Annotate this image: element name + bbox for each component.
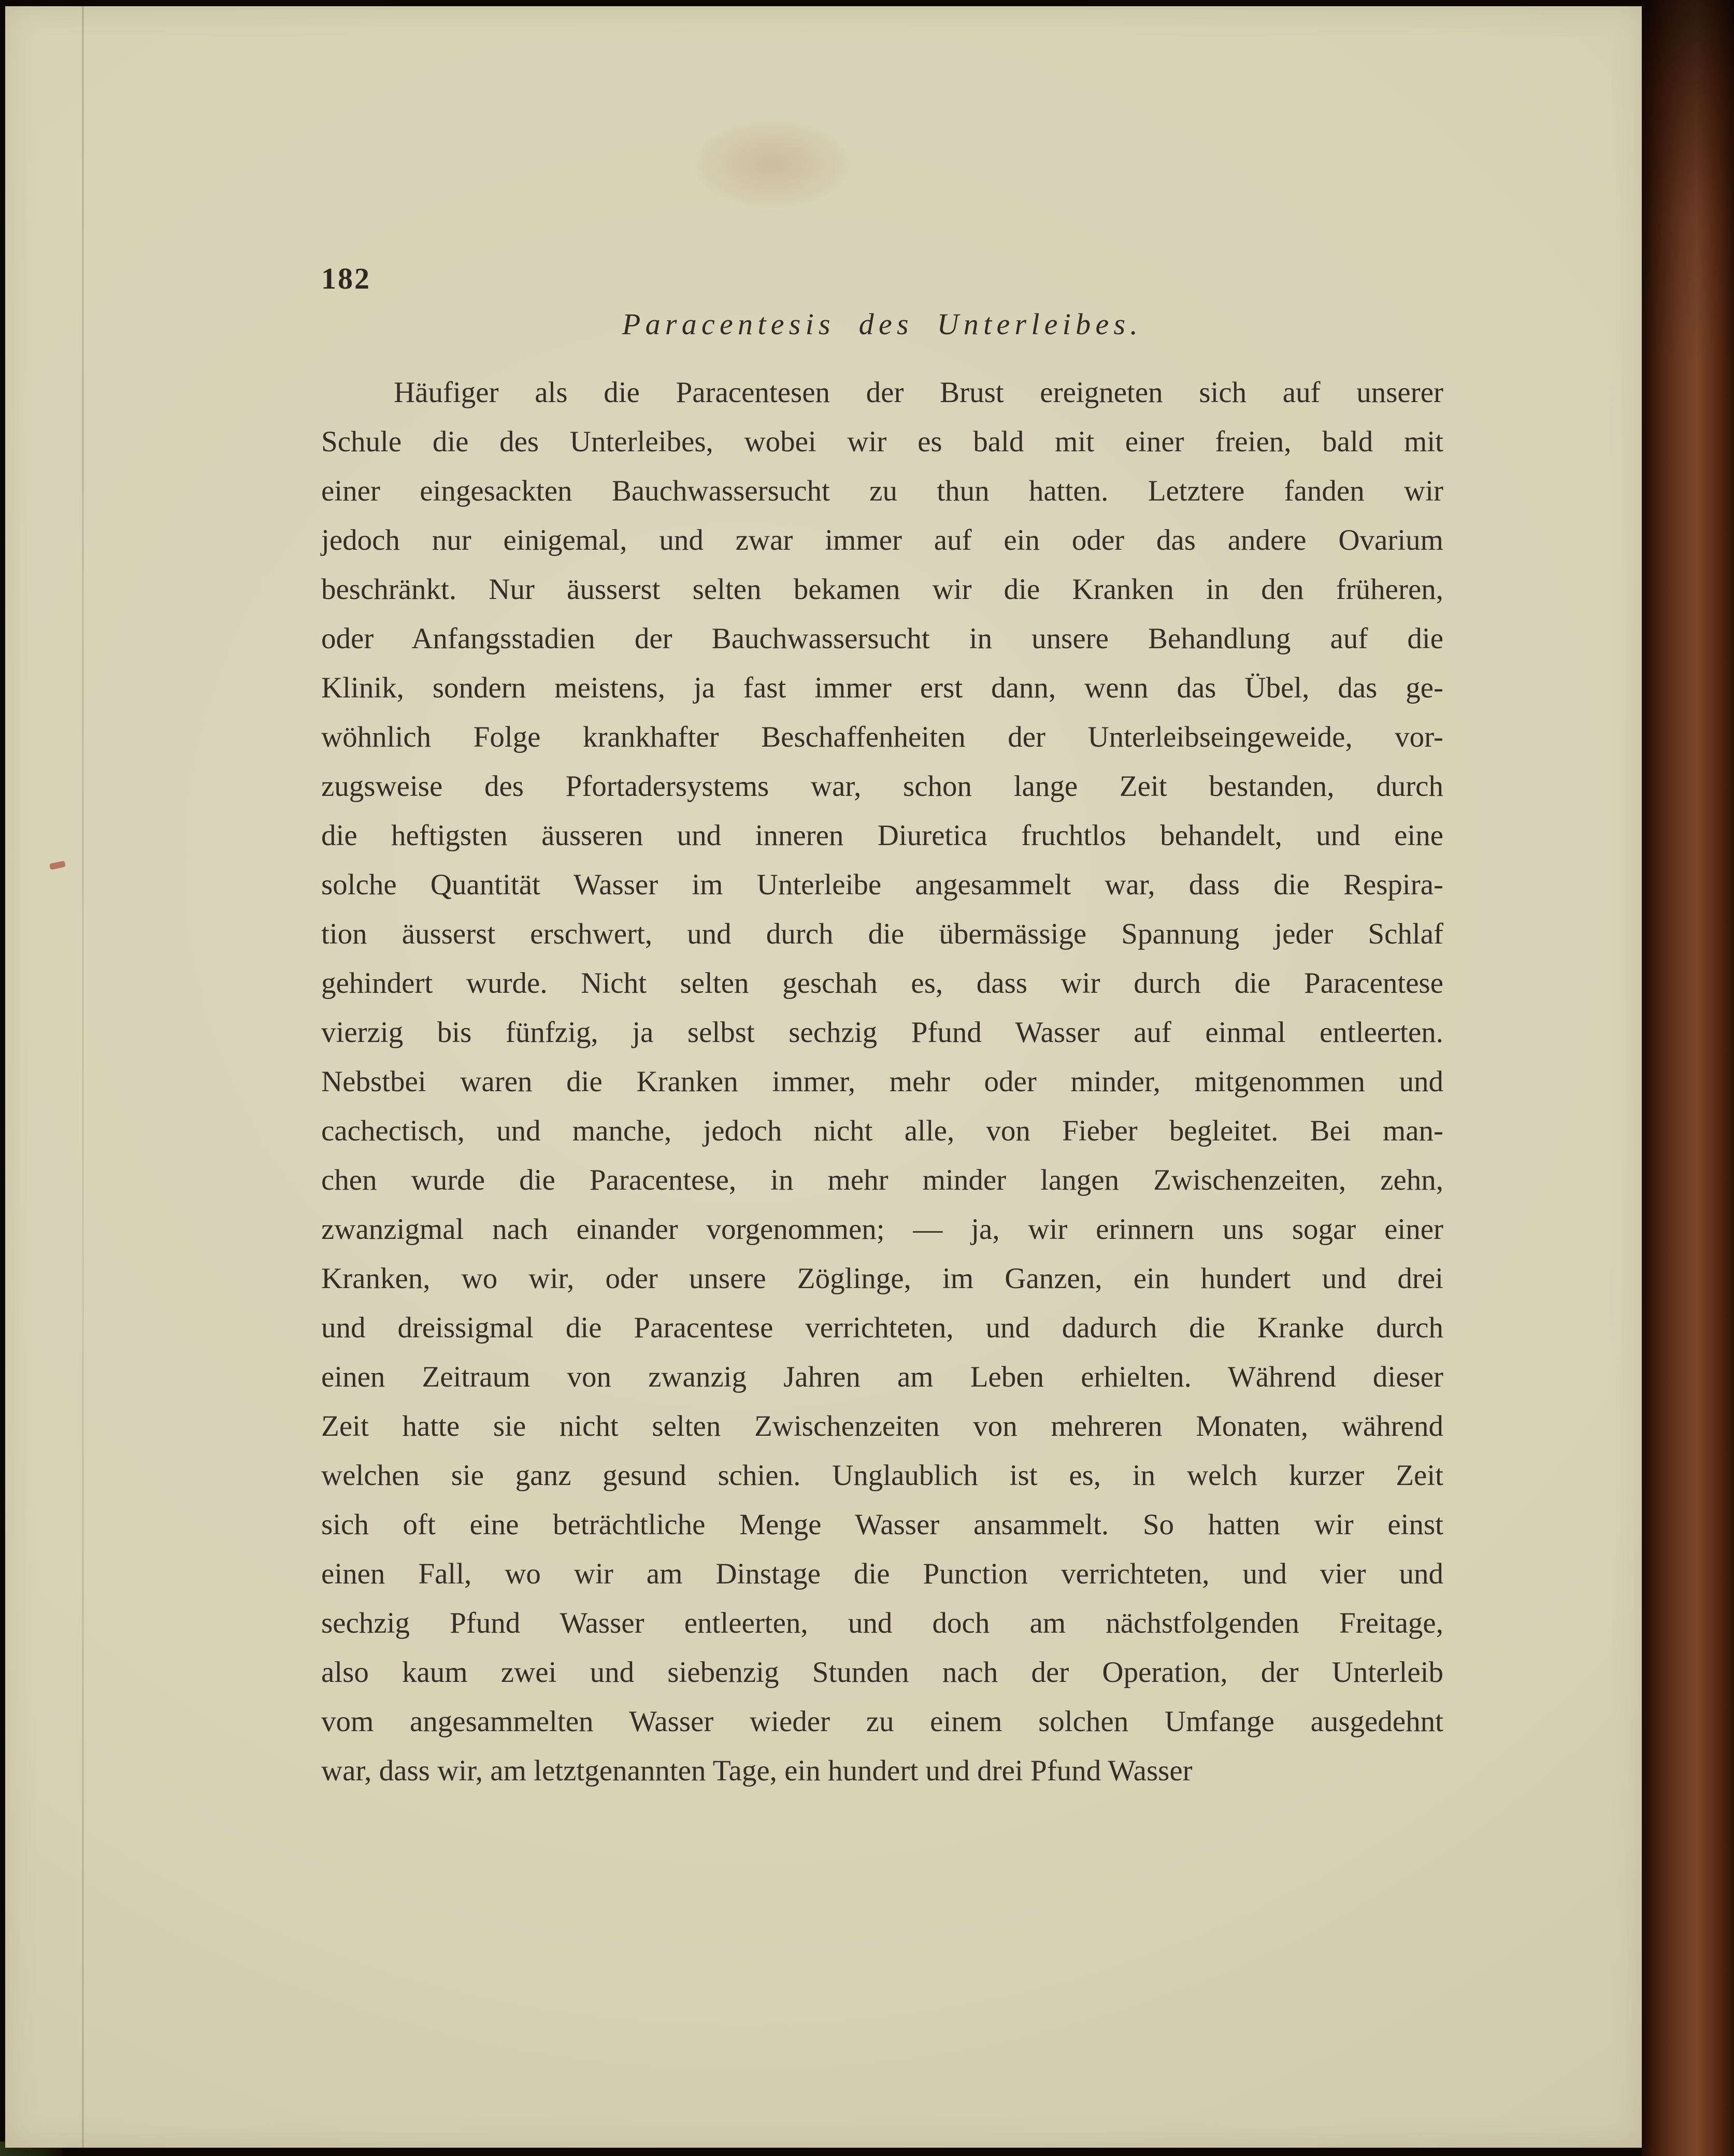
- body-text-line: und dreissigmal die Paracentese verrichteten, und dadurch die Kranke durch: [321, 1311, 1443, 1344]
- body-text-line: solche Quantität Wasser im Unterleibe angesammelt war, dass die Respira-: [321, 868, 1443, 901]
- body-text-line: Zeit hatte sie nicht selten Zwischenzeiten von mehreren Monaten, während: [321, 1410, 1443, 1443]
- body-text-line: vierzig bis fünfzig, ja selbst sechzig Pfund Wasser auf einmal entleerten.: [321, 1016, 1443, 1049]
- book-page: [5, 6, 1642, 2148]
- body-text-line: also kaum zwei und siebenzig Stunden nach der Operation, der Unterleib: [321, 1656, 1443, 1689]
- body-text-line: Klinik, sondern meistens, ja fast immer erst dann, wenn das Übel, das ge-: [321, 672, 1443, 704]
- ink-speck: [49, 861, 66, 870]
- body-text-line: Häufiger als die Paracentesen der Brust ereigneten sich auf unserer: [394, 376, 1443, 409]
- body-text-line: zugsweise des Pfortadersystems war, schon lange Zeit bestanden, durch: [321, 770, 1443, 803]
- paper-stain: [694, 120, 850, 208]
- body-text-line: Schule die des Unterleibes, wobei wir es bald mit einer freien, bald mit: [321, 425, 1443, 458]
- body-text-line: vom angesammelten Wasser wieder zu einem solchen Umfange ausgedehnt: [321, 1705, 1443, 1738]
- body-text-line: Kranken, wo wir, oder unsere Zöglinge, im Ganzen, ein hundert und drei: [321, 1262, 1443, 1295]
- body-text-line: die heftigsten äusseren und inneren Diuretica fruchtlos behandelt, und eine: [321, 819, 1443, 852]
- body-text-line: sechzig Pfund Wasser entleerten, und doch am nächstfolgenden Freitage,: [321, 1607, 1443, 1639]
- body-text-line: tion äusserst erschwert, und durch die übermässige Spannung jeder Schlaf: [321, 918, 1443, 950]
- body-text-line: jedoch nur einigemal, und zwar immer auf ein oder das andere Ovarium: [321, 524, 1443, 556]
- body-text-line: welchen sie ganz gesund schien. Unglaublich ist es, in welch kurzer Zeit: [321, 1459, 1443, 1492]
- body-text-line: beschränkt. Nur äusserst selten bekamen wir die Kranken in den früheren,: [321, 573, 1443, 606]
- body-text-line: einen Fall, wo wir am Dinstage die Punction verrichteten, und vier und: [321, 1558, 1443, 1590]
- body-text-line: Nebstbei waren die Kranken immer, mehr oder minder, mitgenommen und: [321, 1065, 1443, 1098]
- paper-crease: [82, 6, 84, 2148]
- body-text-line: oder Anfangsstadien der Bauchwassersucht in unsere Behandlung auf die: [321, 622, 1443, 655]
- body-text-line: gehindert wurde. Nicht selten geschah es, dass wir durch die Paracentese: [321, 967, 1443, 1000]
- section-heading: Paracentesis des Unterleibes.: [622, 307, 1143, 341]
- body-text-line: wöhnlich Folge krankhafter Beschaffenheiten der Unterleibseingeweide, vor-: [321, 721, 1443, 753]
- body-text-line: chen wurde die Paracentese, in mehr minder langen Zwischenzeiten, zehn,: [321, 1164, 1443, 1196]
- body-text-line: einer eingesackten Bauchwassersucht zu thun hatten. Letztere fanden wir: [321, 475, 1443, 507]
- book-edge-band: [1642, 0, 1734, 2156]
- body-text-line: sich oft eine beträchtliche Menge Wasser ansammelt. So hatten wir einst: [321, 1508, 1443, 1541]
- body-text-line: einen Zeitraum von zwanzig Jahren am Leben erhielten. Während dieser: [321, 1361, 1443, 1393]
- page-number: 182: [321, 262, 371, 295]
- body-text: [321, 368, 1443, 1795]
- body-text-line: zwanzigmal nach einander vorgenommen; — ja, wir erinnern uns sogar einer: [321, 1213, 1443, 1246]
- body-text-line: cachectisch, und manche, jedoch nicht alle, von Fieber begleitet. Bei man-: [321, 1115, 1443, 1147]
- body-text-line: war, dass wir, am letztgenannten Tage, ein hundert und drei Pfund Wasser: [321, 1754, 1193, 1787]
